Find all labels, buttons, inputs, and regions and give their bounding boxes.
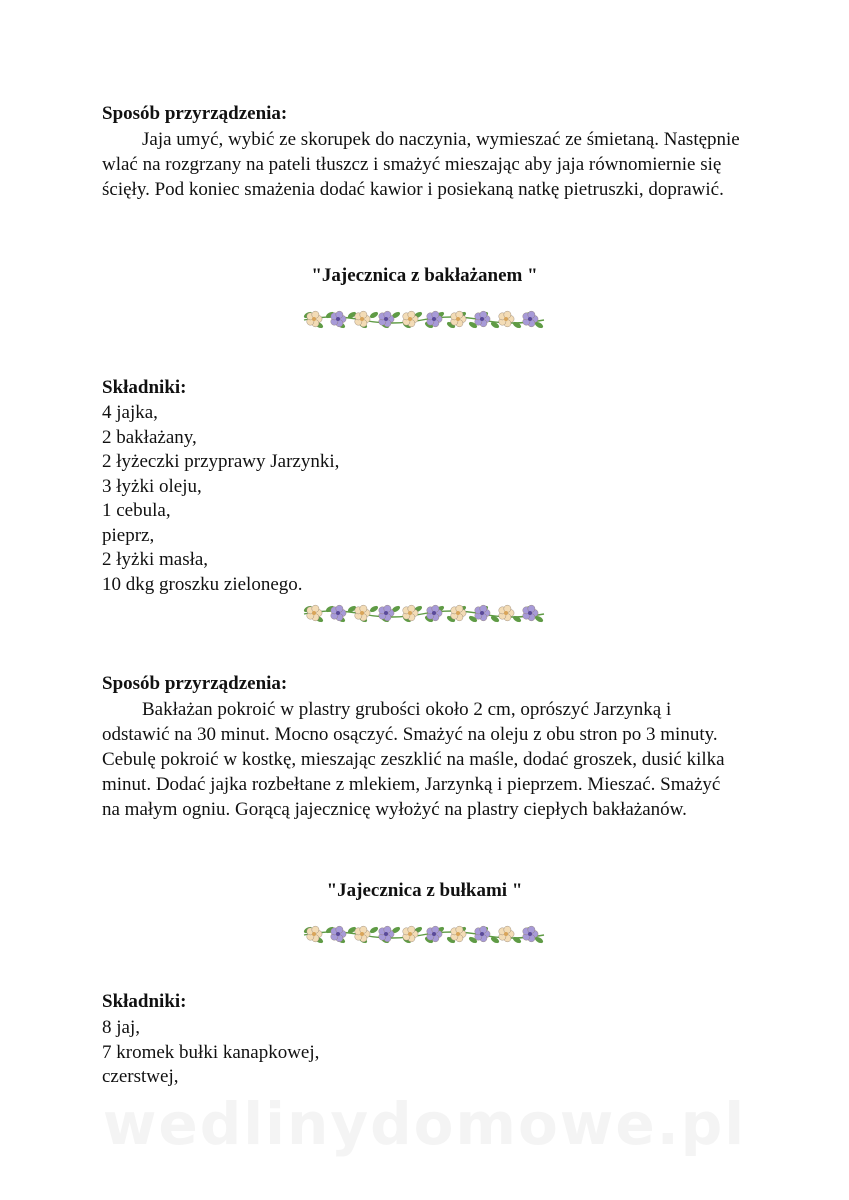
ingredient-item: 10 dkg groszku zielonego. bbox=[102, 573, 303, 595]
ingredient-item: 8 jaj, bbox=[102, 1017, 140, 1038]
recipe-title: "Jajecznica z bakłażanem " bbox=[311, 265, 538, 286]
ingredients-heading: Składniki: bbox=[102, 991, 187, 1012]
watermark: wedlinydomowe.pl bbox=[102, 1090, 747, 1158]
ingredient-item: pieprz, bbox=[102, 524, 155, 546]
ingredient-item: 2 bakłażany, bbox=[102, 426, 197, 448]
method-heading: Sposób przyrządzenia: bbox=[102, 103, 288, 124]
method-text: Bakłażan pokroić w plastry grubości około 2 cm, oprószyć Jarzynką i odstawić na 30 minut. Mocno osączyć. Smażyć na oleju z obu stron po 3 minuty. Cebulę pokroić w kostkę, mieszając zeszklić na maśle, dodać groszek, dusić kilka minut. Dodać jajka rozbełtane z mlekiem, Jarzynką i pieprzem. Mieszać. Smażyć na małym ogniu. Gorącą jajecznicę wyłożyć na plastry ciepłych bakłażanów. bbox=[102, 699, 725, 820]
ingredients-list bbox=[102, 1016, 319, 1090]
method-text: Jaja umyć, wybić ze skorupek do naczynia, wymieszać ze śmietaną. Następnie wlać na rozgrzany na pateli tłuszcz i smażyć mieszając aby jaja równomiernie się ścięły. Pod koniec smażenia dodać kawior i posiekaną natkę pietruszki, doprawić. bbox=[102, 129, 740, 200]
ingredient-item: 1 cebula, bbox=[102, 500, 171, 521]
floral-divider bbox=[302, 600, 546, 626]
ingredient-item: 7 kromek bułki kanapkowej, bbox=[102, 1041, 320, 1063]
ingredient-item: 2 łyżeczki przyprawy Jarzynki, bbox=[102, 451, 340, 472]
ingredients-list bbox=[102, 401, 339, 597]
method-paragraph bbox=[102, 127, 742, 202]
ingredient-item: czerstwej, bbox=[102, 1066, 179, 1087]
ingredient-item: 3 łyżki oleju, bbox=[102, 475, 202, 497]
ingredients-heading: Składniki: bbox=[102, 377, 187, 398]
ingredient-item: 4 jajka, bbox=[102, 402, 158, 423]
recipe-title: "Jajecznica z bułkami " bbox=[326, 880, 523, 901]
method-paragraph bbox=[102, 697, 742, 822]
ingredient-item: 2 łyżki masła, bbox=[102, 549, 209, 570]
floral-divider bbox=[302, 921, 546, 947]
method-heading: Sposób przyrządzenia: bbox=[102, 673, 288, 694]
floral-divider bbox=[302, 306, 546, 332]
